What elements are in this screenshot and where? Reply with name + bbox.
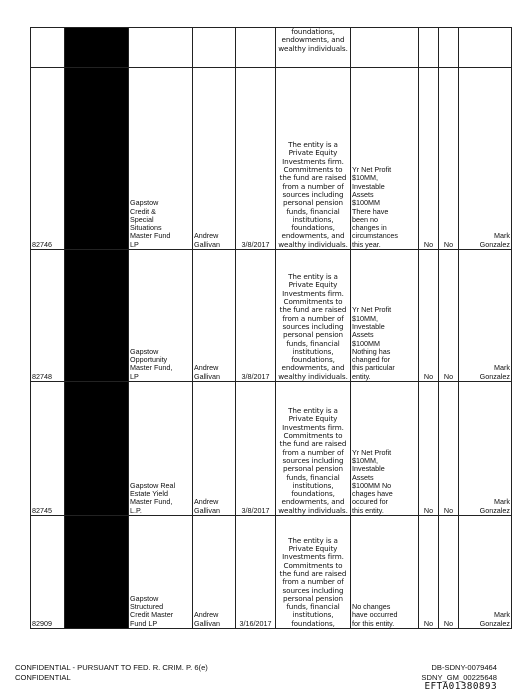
entity-cell	[129, 28, 193, 68]
flag2-cell: No	[439, 516, 459, 629]
reviewer-cell: Mark Gonzalez	[459, 250, 512, 382]
flag2-cell: No	[439, 382, 459, 516]
confidentiality-line: CONFIDENTIAL - PURSUANT TO FED. R. CRIM. P. 6(e)	[15, 663, 208, 672]
date-cell: 3/8/2017	[236, 68, 276, 250]
description-cell: foundations, endowments, and wealthy individuals.	[276, 28, 351, 68]
note-cell: No changes have occurred for this entity.	[351, 516, 419, 629]
date-cell: 3/8/2017	[236, 250, 276, 382]
table-row	[31, 68, 512, 250]
flag1-cell	[419, 28, 439, 68]
redaction-block	[65, 250, 129, 382]
reviewer-cell	[459, 28, 512, 68]
confidentiality-label: CONFIDENTIAL	[15, 672, 71, 682]
person-cell: Andrew Gallivan	[193, 516, 236, 629]
reviewer-cell: Mark Gonzalez	[459, 516, 512, 629]
bates-footer	[421, 663, 497, 692]
note-cell: Yr Net Profit $10MM, Investable Assets $100MM No chages have occured for this entity.	[351, 382, 419, 516]
reviewer-cell: Mark Gonzalez	[459, 68, 512, 250]
confidentiality-footer	[15, 663, 208, 682]
note-cell	[351, 28, 419, 68]
efta-number: EFTA01380893	[424, 681, 497, 693]
entity-cell: Gapstow Real Estate Yield Master Fund, L.P.	[129, 382, 193, 516]
person-cell	[193, 28, 236, 68]
description-cell: The entity is a Private Equity Investments firm. Commitments to the fund are raised from a number of sources including personal pension funds, financial institutions, foundations, endowments, and wealthy individuals.	[276, 250, 351, 382]
bates-number-db: DB-SDNY-0079464	[431, 663, 497, 672]
id-cell: 82745	[31, 382, 65, 516]
redaction-block	[65, 382, 129, 516]
person-cell: Andrew Gallivan	[193, 68, 236, 250]
person-cell: Andrew Gallivan	[193, 250, 236, 382]
person-cell: Andrew Gallivan	[193, 382, 236, 516]
flag1-cell: No	[419, 382, 439, 516]
flag1-cell: No	[419, 516, 439, 629]
date-cell: 3/8/2017	[236, 382, 276, 516]
note-cell: Yr Net Profit $10MM, Investable Assets $100MM There have been no changes in circumstances this year.	[351, 68, 419, 250]
redaction-block	[65, 516, 129, 629]
entity-cell: Gapstow Opportunity Master Fund, LP	[129, 250, 193, 382]
data-table	[30, 27, 512, 629]
entity-cell: Gapstow Credit & Special Situations Master Fund LP	[129, 68, 193, 250]
reviewer-cell: Mark Gonzalez	[459, 382, 512, 516]
bates-number-sdny: SDNY_GM_00225648	[421, 672, 497, 682]
id-cell: 82746	[31, 68, 65, 250]
table-row-continued	[31, 28, 512, 68]
redaction-block	[65, 68, 129, 250]
flag1-cell: No	[419, 250, 439, 382]
flag2-cell: No	[439, 250, 459, 382]
id-cell: 82748	[31, 250, 65, 382]
table-row	[31, 516, 512, 629]
description-cell: The entity is a Private Equity Investments firm. Commitments to the fund are raised from a number of sources including personal pension funds, financial institutions, foundations,	[276, 516, 351, 629]
description-cell: The entity is a Private Equity Investments firm. Commitments to the fund are raised from a number of sources including personal pension funds, financial institutions, foundations, endowments, and wealthy individuals.	[276, 382, 351, 516]
entity-cell: Gapstow Structured Credit Master Fund LP	[129, 516, 193, 629]
note-cell: Yr Net Profit $10MM, Investable Assets $100MM Nothing has changed for this particular entity.	[351, 250, 419, 382]
date-cell: 3/16/2017	[236, 516, 276, 629]
date-cell	[236, 28, 276, 68]
id-cell	[31, 28, 65, 68]
description-cell: The entity is a Private Equity Investments firm. Commitments to the fund are raised from a number of sources including personal pension funds, financial institutions, foundations, endowments, and wealthy individuals.	[276, 68, 351, 250]
flag2-cell: No	[439, 68, 459, 250]
redaction-block	[65, 28, 129, 68]
table-row	[31, 250, 512, 382]
table-row	[31, 382, 512, 516]
flag2-cell	[439, 28, 459, 68]
flag1-cell: No	[419, 68, 439, 250]
id-cell: 82909	[31, 516, 65, 629]
